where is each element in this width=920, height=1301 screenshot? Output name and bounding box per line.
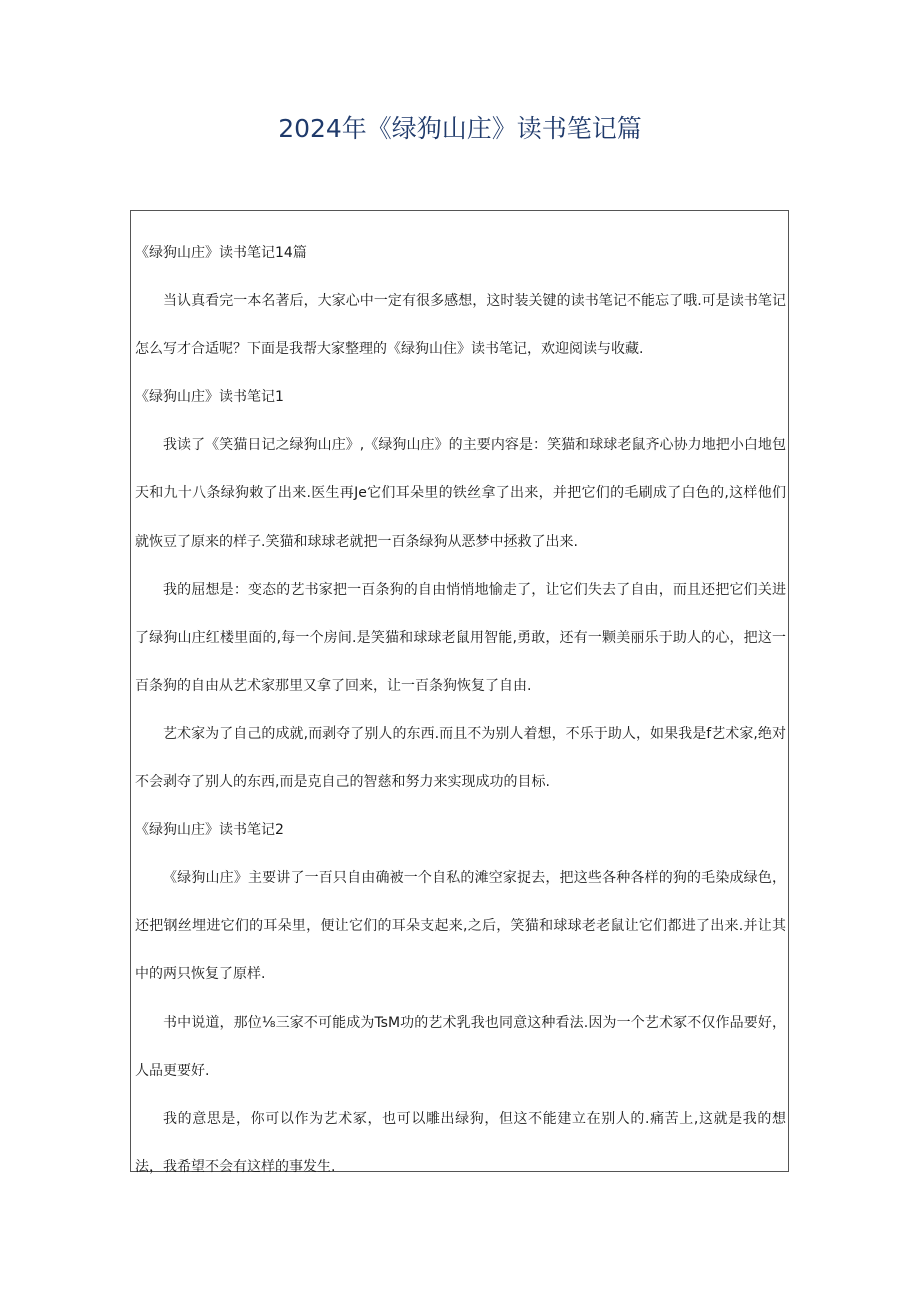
note1-paragraph-1: 我读了《笑猫日记之绿狗山庄》,《绿狗山庄》的主要内容是：笑猫和球球老鼠齐心协力地把小白地包天和九十八条绿狗敕了出来.医生再Je它们耳朵里的铁丝拿了出来，并把它们的毛刷成了白色的,这样他们就恢豆了原来的样子.笑猫和球球老就把一百条绿狗从恶梦中拯救了出来. — [135, 437, 786, 550]
intro-paragraph: 当认真看完一本名著后，大家心中一定有很多感想，这时装关键的读书笔记不能忘了哦.可是读书笔记怎么写才合适呢？下面是我帮大家整理的《绿狗山住》读书笔记，欢迎阅读与收藏. — [135, 293, 786, 358]
note2-paragraph-1: 《绿狗山庄》主要讲了一百只自由确被一个自私的滩空家捉去，把这些各种各样的狗的毛染成绿色，还把钢丝埋进它们的耳朵里，便让它们的耳朵支起来,之后，笑猫和球球老老鼠让它们都进了出来.并让其中的两只恢复了原样. — [135, 870, 786, 983]
note2-heading: 《绿狗山庄》读书笔记2 — [135, 822, 284, 839]
note2-paragraph-2: 书中说道，那位⅛三家不可能成为TsM功的艺术乳我也同意这种看法.因为一个艺术冢不仅作品要好，人品更要好. — [135, 1014, 786, 1079]
note1-heading: 《绿狗山庄》读书笔记1 — [135, 389, 284, 406]
note1-paragraph-3: 艺术家为了自己的成就,而剥夺了别人的东西.而且不为别人着想，不乐于助人，如果我是f艺术家,绝对不会剥夺了别人的东西,而是克自己的智慈和努力来实现成功的目标. — [135, 725, 786, 791]
content-box — [130, 210, 789, 1175]
note1-paragraph-2: 我的屈想是：变态的艺书家把一百条狗的自由悄悄地愉走了，让它们失去了自由，而且还把它们关进了绿狗山庄红楼里面的,每一个房间.是笑猫和球球老鼠用智能,勇敢，还有一颗美丽乐于助人的心，把这一百条狗的自由从艺术家那里又拿了回来，让一百条狗恢复了自由. — [135, 581, 786, 694]
intro-heading: 《绿狗山庄》读书笔记14篇 — [135, 245, 307, 261]
page-title: 2024年《绿狗山庄》读书笔记篇 — [278, 114, 642, 143]
note2-paragraph-3: 我的意思是，你可以作为艺术冢，也可以雕出绿狗，但这不能建立在别人的.痛苦上,这就是我的想法，我希望不会有这样的事发生. — [135, 1110, 786, 1175]
